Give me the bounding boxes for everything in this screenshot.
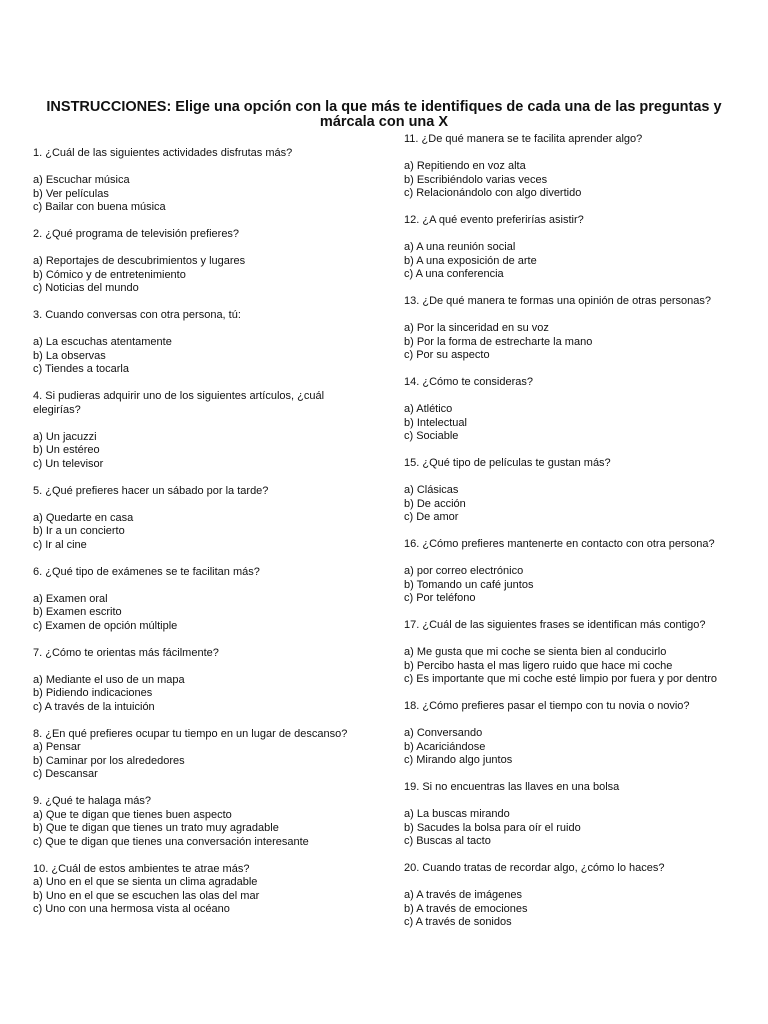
answer-option: a) Que te digan que tienes buen aspecto <box>33 808 232 821</box>
answer-option: b) Ir a un concierto <box>33 525 125 537</box>
question-text: 6. ¿Qué tipo de exámenes se te facilitan más? <box>33 565 260 578</box>
question <box>404 295 754 363</box>
question-text: 17. ¿Cuál de las siguientes frases se identifican más contigo? <box>404 619 706 631</box>
answer-option: c) Ir al cine <box>33 538 87 551</box>
answer-option: b) Por la forma de estrecharte la mano <box>404 335 593 348</box>
answer-option: b) De acción <box>404 497 466 510</box>
answer-option: b) La observas <box>33 349 106 362</box>
answer-option: a) A una reunión social <box>404 241 516 253</box>
answer-option: c) Mirando algo juntos <box>404 754 513 766</box>
answer-option: b) Pidiendo indicaciones <box>33 687 153 699</box>
answer-option: c) Examen de opción múltiple <box>33 619 178 632</box>
answer-option: a) Mediante el uso de un mapa <box>33 673 185 686</box>
answer-option: b) Escribiéndolo varias veces <box>404 173 548 186</box>
question-text: 9. ¿Qué te halaga más? <box>33 795 152 807</box>
question-text: 19. Si no encuentras las llaves en una bolsa <box>404 781 620 793</box>
answer-option: b) Uno en el que se escuchen las olas del mar <box>33 889 260 902</box>
answer-option: c) A través de sonidos <box>404 916 512 928</box>
answer-option: b) Examen escrito <box>33 606 122 618</box>
answer-option: c) Por su aspecto <box>404 349 490 361</box>
question <box>33 566 378 634</box>
answer-option: c) Bailar con buena música <box>33 201 166 213</box>
question-text: 13. ¿De qué manera te formas una opinión de otras personas? <box>404 295 711 307</box>
answer-option: c) Noticias del mundo <box>33 282 139 294</box>
answer-option: a) por correo electrónico <box>404 565 524 577</box>
answer-option: c) Es importante que mi coche esté limpio por fuera y por dentro <box>404 673 718 685</box>
question-text: 14. ¿Cómo te consideras? <box>404 376 534 388</box>
answer-option: a) Escuchar música <box>33 174 130 186</box>
answer-option: c) Por teléfono <box>404 592 476 604</box>
answer-option: c) Descansar <box>33 768 98 780</box>
question <box>33 647 378 715</box>
question <box>404 133 754 201</box>
answer-option: c) De amor <box>404 511 459 523</box>
answer-option: b) Percibo hasta el mas ligero ruido que hace mi coche <box>404 659 673 672</box>
answer-option: a) Examen oral <box>33 592 108 605</box>
question <box>404 457 754 525</box>
answer-option: a) Por la sinceridad en su voz <box>404 322 549 334</box>
right-column <box>404 133 754 930</box>
question <box>404 781 754 849</box>
question-text: 5. ¿Qué prefieres hacer un sábado por la tarde? <box>33 484 269 497</box>
answer-option: b) Ver películas <box>33 187 109 200</box>
question <box>33 863 378 917</box>
question-text: 2. ¿Qué programa de televisión prefieres? <box>33 228 240 240</box>
page-title: INSTRUCCIONES: Elige una opción con la que más te identifiques de cada una de las preguntas y márcala con una X <box>46 99 722 130</box>
answer-option: a) Me gusta que mi coche se sienta bien al conducirlo <box>404 646 667 658</box>
question <box>33 728 378 782</box>
answer-option: b) Cómico y de entretenimiento <box>33 268 186 281</box>
answer-option: b) Acariciándose <box>404 740 486 753</box>
question-text: 8. ¿En qué prefieres ocupar tu tiempo en un lugar de descanso? <box>33 727 348 740</box>
answer-option: b) Caminar por los alrededores <box>33 754 185 767</box>
question <box>404 376 754 444</box>
question <box>33 309 378 377</box>
answer-option: b) Que te digan que tienes un trato muy agradable <box>33 822 279 834</box>
question <box>33 390 378 471</box>
question-text: 3. Cuando conversas con otra persona, tú: <box>33 309 241 321</box>
answer-option: b) A una exposición de arte <box>404 254 537 267</box>
answer-option: c) Un televisor <box>33 457 104 470</box>
answer-option: a) Reportajes de descubrimientos y lugares <box>33 255 246 267</box>
answer-option: c) Relacionándolo con algo divertido <box>404 187 582 199</box>
answer-option: a) Pensar <box>33 741 81 753</box>
question <box>404 538 754 606</box>
answer-option: a) La escuchas atentamente <box>33 336 172 348</box>
question-text: 16. ¿Cómo prefieres mantenerte en contacto con otra persona? <box>404 538 715 550</box>
answer-option: c) Que te digan que tienes una conversación interesante <box>33 835 309 848</box>
answer-option: c) A través de la intuición <box>33 700 155 713</box>
question <box>404 619 754 687</box>
question <box>404 214 754 282</box>
answer-option: b) A través de emociones <box>404 902 528 915</box>
answer-option: a) Quedarte en casa <box>33 511 134 524</box>
answer-option: c) Uno con una hermosa vista al océano <box>33 903 230 915</box>
question <box>33 147 378 215</box>
question-text: 20. Cuando tratas de recordar algo, ¿cómo lo haces? <box>404 862 665 874</box>
answer-option: c) A una conferencia <box>404 268 504 280</box>
question <box>404 862 754 930</box>
answer-option: b) Intelectual <box>404 416 467 429</box>
question-text: 15. ¿Qué tipo de películas te gustan más? <box>404 457 611 469</box>
answer-option: a) La buscas mirando <box>404 808 510 820</box>
question-text: 18. ¿Cómo prefieres pasar el tiempo con tu novia o novio? <box>404 700 690 712</box>
answer-option: a) A través de imágenes <box>404 889 523 901</box>
answer-option: b) Sacudes la bolsa para oír el ruido <box>404 821 581 834</box>
answer-option: c) Buscas al tacto <box>404 835 491 847</box>
question-text: 11. ¿De qué manera se te facilita aprender algo? <box>404 133 643 145</box>
question <box>33 795 378 849</box>
answer-option: a) Conversando <box>404 727 483 739</box>
answer-option: a) Clásicas <box>404 484 459 496</box>
left-column <box>33 147 378 917</box>
question <box>33 228 378 296</box>
question-text: 12. ¿A qué evento preferirías asistir? <box>404 214 584 226</box>
answer-option: a) Repitiendo en voz alta <box>404 160 526 172</box>
answer-option: c) Tiendes a tocarla <box>33 363 129 375</box>
question-text: 4. Si pudieras adquirir uno de los siguientes artículos, ¿cuál elegirías? <box>33 390 325 416</box>
question-text: 10. ¿Cuál de estos ambientes te atrae más? <box>33 862 250 875</box>
answer-option: a) Atlético <box>404 403 453 415</box>
question-text: 7. ¿Cómo te orientas más fácilmente? <box>33 646 219 659</box>
answer-option: b) Tomando un café juntos <box>404 578 534 591</box>
answer-option: c) Sociable <box>404 430 459 442</box>
answer-option: a) Uno en el que se sienta un clima agradable <box>33 876 258 888</box>
answer-option: a) Un jacuzzi <box>33 430 97 443</box>
question-text: 1. ¿Cuál de las siguientes actividades disfrutas más? <box>33 147 293 159</box>
answer-option: b) Un estéreo <box>33 444 100 456</box>
question <box>404 700 754 768</box>
question <box>33 485 378 553</box>
